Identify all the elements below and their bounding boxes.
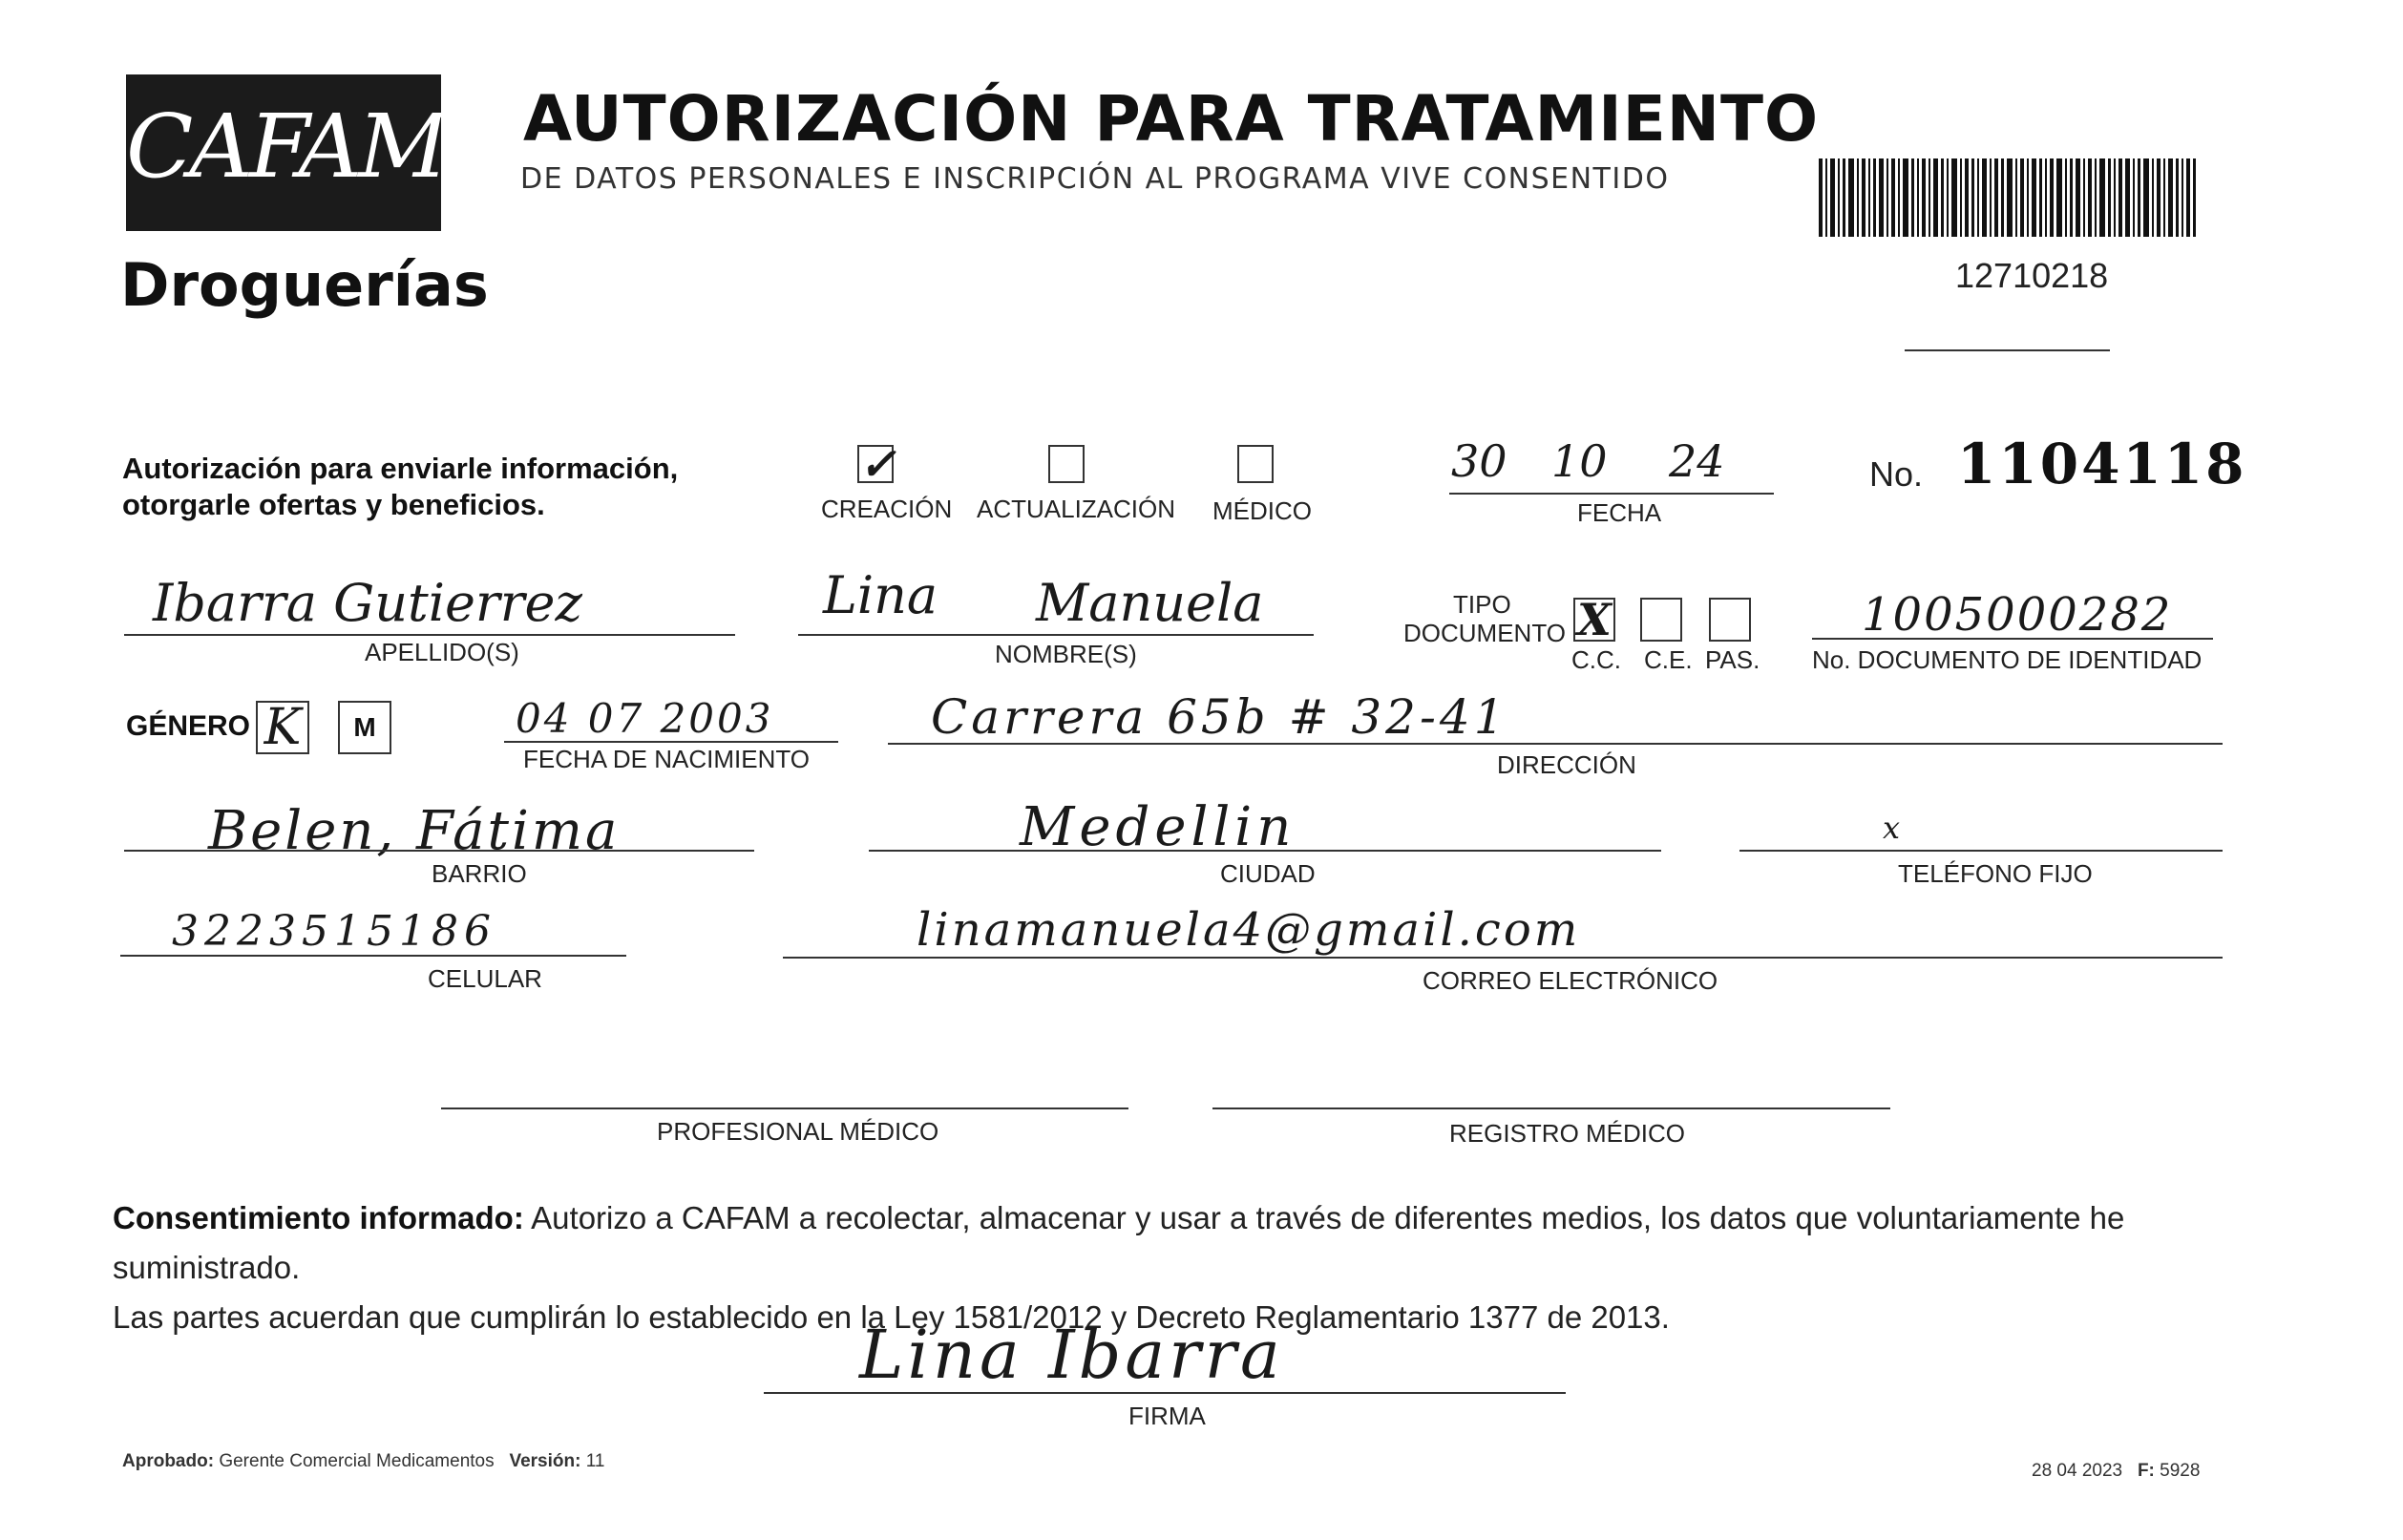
barrio-line — [124, 850, 754, 852]
fecha-day[interactable]: 30 — [1451, 435, 1507, 487]
apellidos-label: APELLIDO(S) — [365, 638, 519, 666]
genero-f-checkbox[interactable] — [256, 701, 309, 754]
fecha-line — [1449, 493, 1774, 495]
apellidos-line — [124, 634, 735, 636]
cc-checkbox[interactable]: X — [1573, 598, 1615, 642]
pas-label: PAS. — [1705, 645, 1760, 674]
direccion-line — [888, 743, 2223, 745]
documento-value[interactable]: 1005000282 — [1862, 588, 2173, 642]
celular-line — [120, 955, 626, 957]
direccion-label: DIRECCIÓN — [1497, 750, 1636, 779]
actualizacion-checkbox[interactable] — [1048, 445, 1085, 483]
tipo-label-2: DOCUMENTO — [1403, 619, 1566, 647]
consent-bold: Consentimiento informado: — [113, 1200, 524, 1235]
documento-label: No. DOCUMENTO DE IDENTIDAD — [1812, 645, 2203, 674]
profesional-label: PROFESIONAL MÉDICO — [657, 1117, 939, 1146]
nacimiento-line — [504, 741, 838, 743]
genero-label: GÉNERO — [126, 710, 251, 742]
correo-line — [783, 957, 2223, 959]
genero-f-mark: K — [263, 699, 302, 756]
documento-line — [1812, 638, 2213, 640]
nombres-line — [798, 634, 1314, 636]
creacion-checkbox[interactable]: ✓ — [859, 438, 896, 490]
footer-date: 28 04 2023 — [2032, 1461, 2123, 1481]
nacimiento-label: FECHA DE NACIMIENTO — [523, 745, 811, 773]
telefono-line — [1739, 850, 2223, 852]
ce-checkbox[interactable] — [1640, 598, 1682, 642]
celular-label: CELULAR — [428, 964, 542, 993]
version-value: 11 — [585, 1451, 605, 1471]
creacion-label: CREACIÓN — [821, 495, 953, 523]
registro-label: REGISTRO MÉDICO — [1449, 1119, 1686, 1148]
signature-line — [764, 1392, 1566, 1394]
cc-label: C.C. — [1571, 645, 1621, 674]
consent-line-2: Las partes acuerdan que cumplirán lo establecido en la Ley 1581/2012 y Decreto Reglamentario 1377 de 2013. — [113, 1299, 1670, 1335]
telefono-label: TELÉFONO FIJO — [1898, 859, 2093, 888]
nombres-label: NOMBRE(S) — [995, 640, 1137, 668]
nombre-2-value[interactable]: Manuela — [1036, 573, 1264, 633]
barcode-number: 12710218 — [1955, 256, 2109, 295]
barrio-value[interactable]: Belen, Fátima — [208, 800, 621, 862]
direccion-value[interactable]: Carrera 65b # 32-41 — [931, 689, 1508, 745]
pas-checkbox[interactable] — [1709, 598, 1751, 642]
ciudad-label: CIUDAD — [1220, 859, 1316, 888]
correo-label: CORREO ELECTRÓNICO — [1423, 966, 1718, 995]
registro-line — [1212, 1108, 1890, 1109]
code-label: F: — [2137, 1461, 2155, 1481]
nombre-1-value[interactable]: Lina — [823, 565, 938, 625]
form-number: 1104118 — [1957, 432, 2247, 496]
apellidos-value[interactable]: Ibarra Gutierrez — [153, 573, 582, 633]
fecha-year[interactable]: 24 — [1669, 435, 1725, 487]
ce-label: C.E. — [1644, 645, 1693, 674]
form-number-prefix: No. — [1869, 454, 1924, 494]
nacimiento-value[interactable]: 04 07 2003 — [516, 695, 774, 742]
telefono-value[interactable]: x — [1883, 810, 1901, 846]
version-label: Versión: — [509, 1451, 581, 1471]
fecha-month[interactable]: 10 — [1551, 435, 1608, 487]
signature-value[interactable]: Lina Ibarra — [859, 1316, 1284, 1394]
footer-approved — [122, 1451, 604, 1472]
code-value: 5928 — [2160, 1461, 2201, 1481]
logo-text: CAFAM — [126, 95, 445, 198]
genero-m-label: M — [353, 712, 376, 742]
medico-label: MÉDICO — [1212, 496, 1312, 525]
form-subtitle: DE DATOS PERSONALES E INSCRIPCIÓN AL PROGRAMA VIVE CONSENTIDO — [520, 162, 1670, 196]
footer-date-code — [2032, 1461, 2200, 1482]
brand-name: Droguerías — [120, 250, 489, 320]
consent-line-1 — [113, 1193, 2232, 1293]
authorization-text-2: otorgarle ofertas y beneficios. — [122, 488, 545, 521]
ciudad-line — [869, 850, 1661, 852]
barcode — [1819, 158, 2196, 237]
fecha-label: FECHA — [1577, 498, 1662, 527]
tipo-label-1: TIPO — [1453, 590, 1511, 619]
divider — [1905, 349, 2110, 351]
correo-value[interactable]: linamanuela4@gmail.com — [917, 903, 1581, 957]
genero-m-checkbox[interactable] — [338, 701, 391, 754]
authorization-text-1: Autorización para enviarle información, — [122, 452, 679, 485]
form-title: AUTORIZACIÓN PARA TRATAMIENTO — [523, 82, 1820, 156]
barrio-label: BARRIO — [432, 859, 527, 888]
medico-checkbox[interactable] — [1237, 445, 1274, 483]
signature-label: FIRMA — [1128, 1402, 1206, 1430]
celular-value[interactable]: 3223515186 — [172, 907, 496, 956]
profesional-line — [441, 1108, 1128, 1109]
aprobado-value: Gerente Comercial Medicamentos — [219, 1451, 495, 1471]
consent-text-1: Autorizo a CAFAM a recolectar, almacenar y usar a través de diferentes medios, los datos que voluntariamente he suministrado. — [113, 1200, 2125, 1285]
ciudad-value[interactable]: Medellin — [1020, 796, 1296, 858]
actualizacion-label: ACTUALIZACIÓN — [977, 495, 1176, 523]
aprobado-label: Aprobado: — [122, 1451, 215, 1471]
